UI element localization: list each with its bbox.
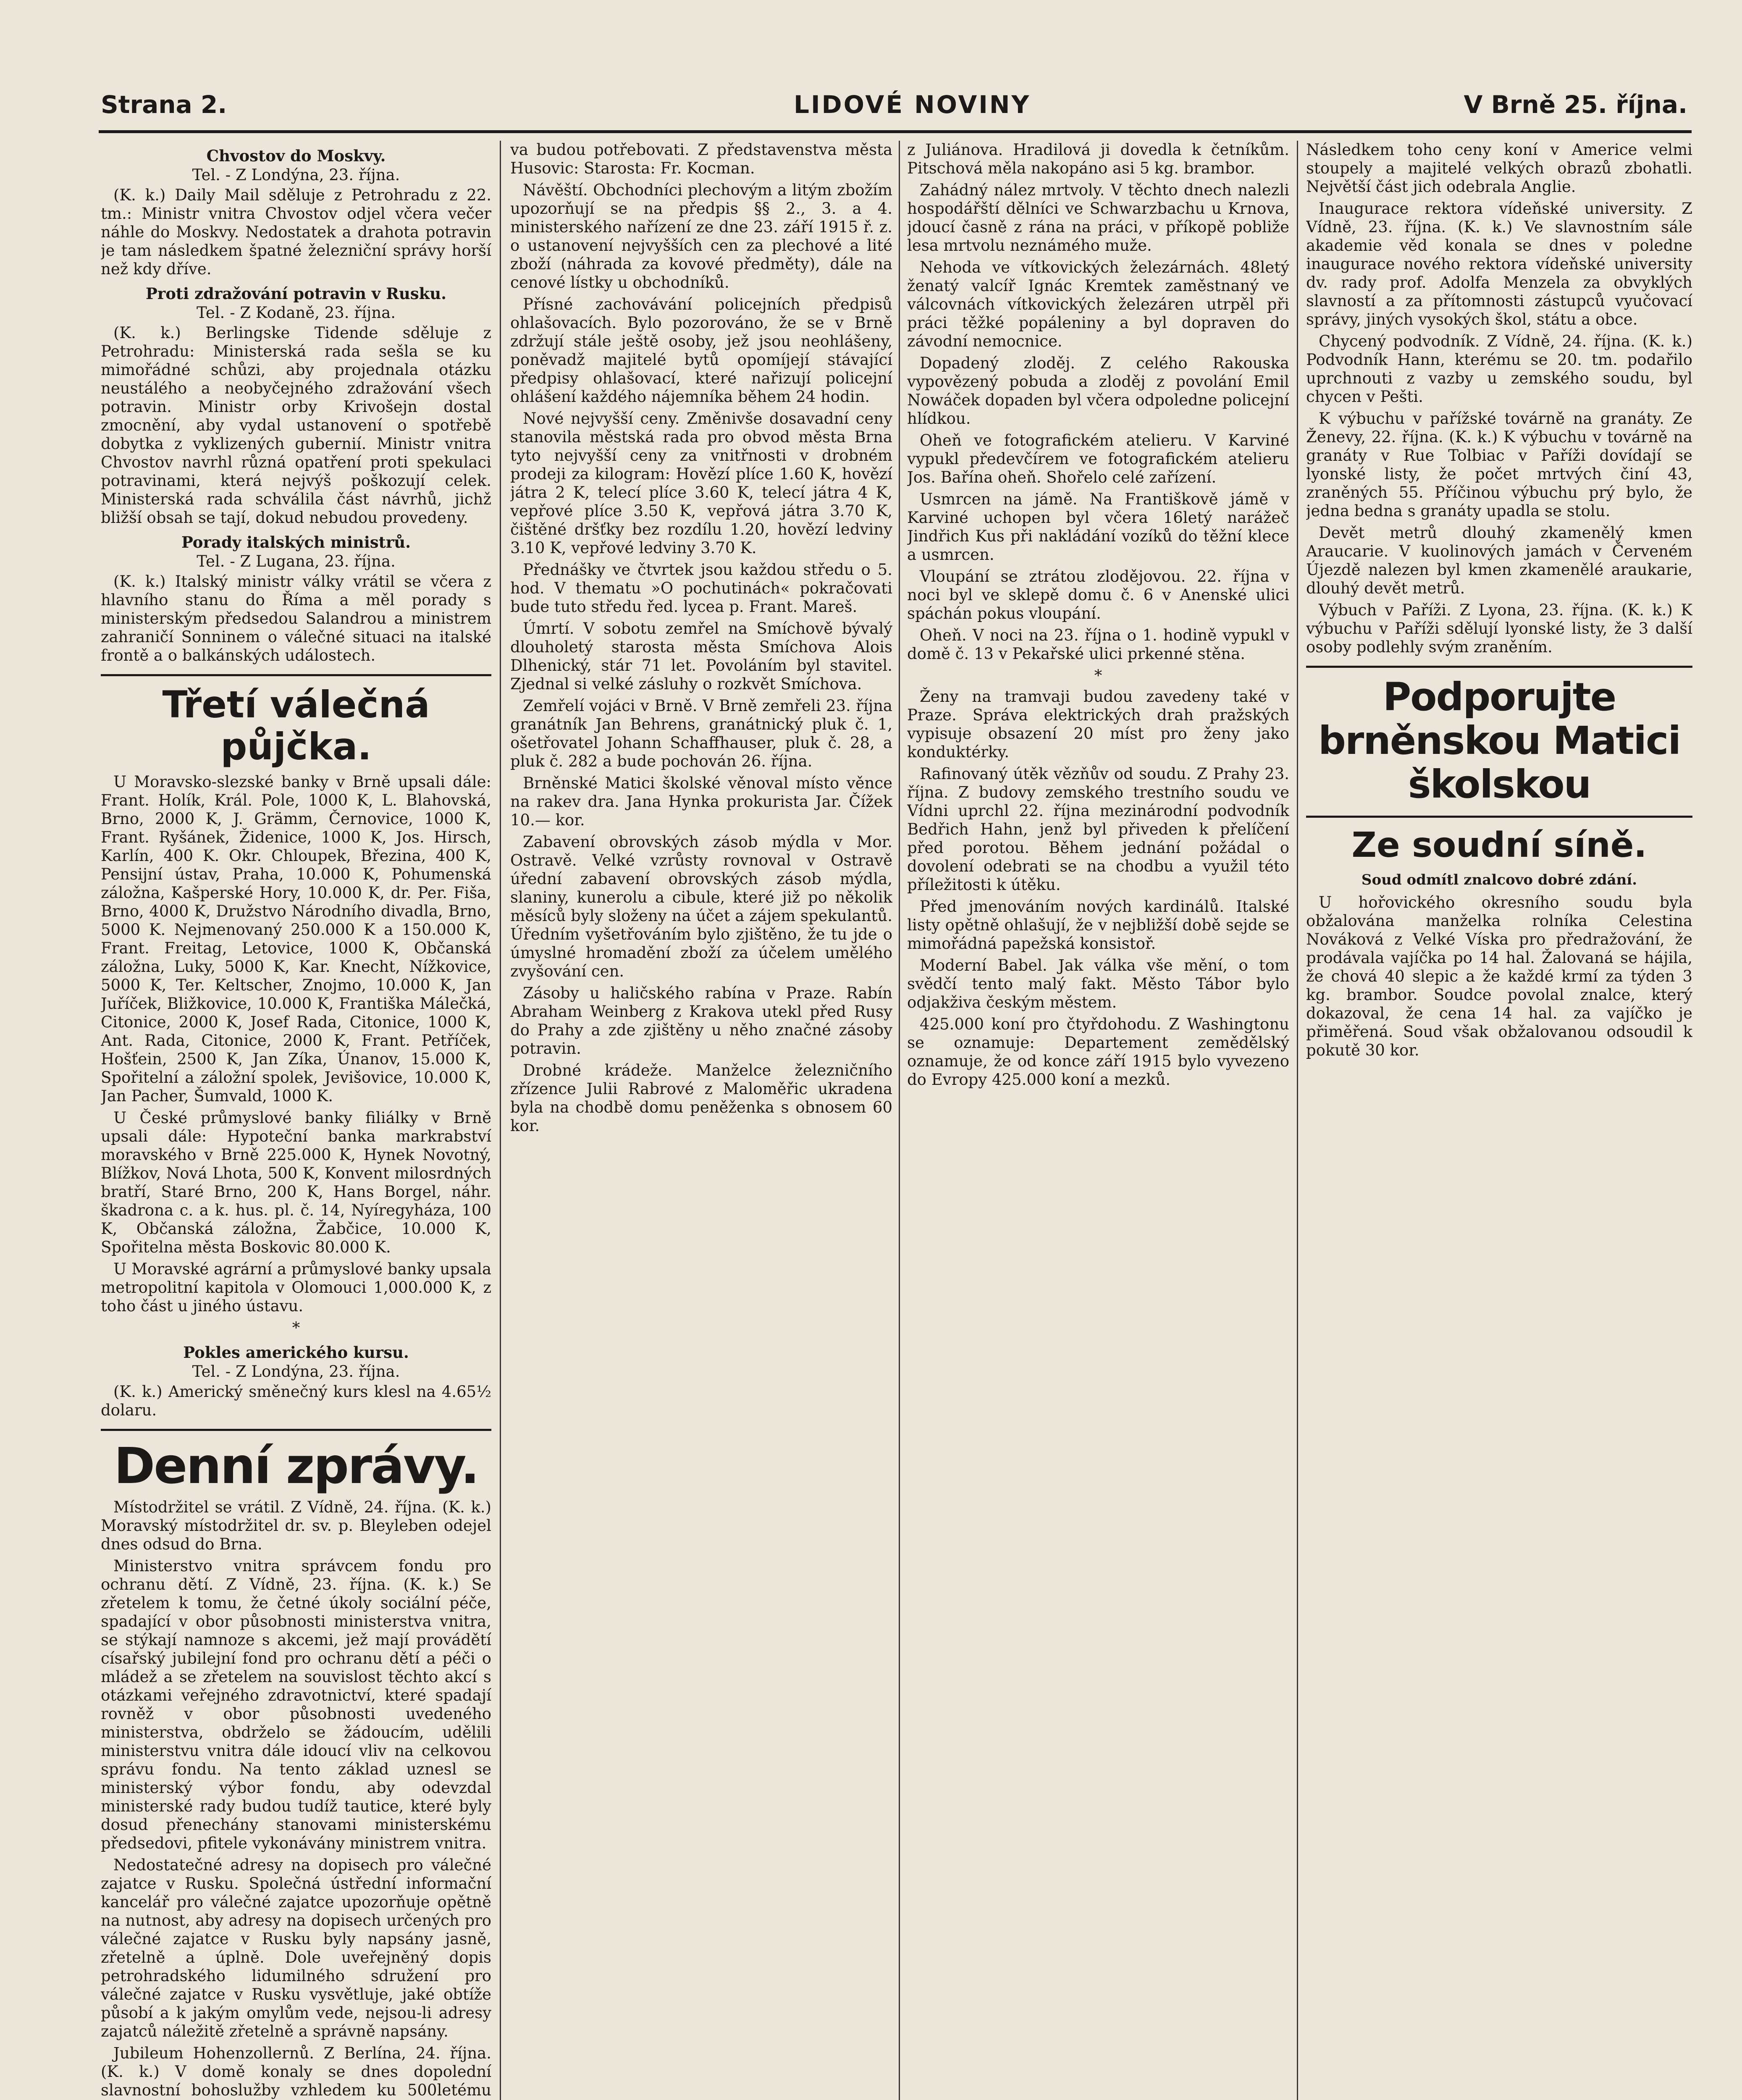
war-loan-text: U České průmyslové banky filiálky v Brně upsali dále: Hypoteční banka markrabství moravského v Brně 225.000 K, Hynek Novotný, Blížkov, Nová Lhota, 500 K, Konvent milosrdných bratří, Staré Brno, 200 K, Hans Borgel, náhr. škadrona c. a k. hus. pl. č. 14, Nyíregyháza, 100 K, Občanská záložna, Žabčice, 10.000 K, Spořitelna města Boskovic 80.000 K. <box>101 1109 491 1256</box>
column-divider <box>1297 141 1298 2100</box>
column-4 <box>1306 141 1692 2100</box>
news-item: Zahádný nález mrtvoly. V těchto dnech nalezli hospodářští dělníci ve Schwarzbachu u Krnova, jdoucí časně z rána na práci, v příkopě pobliže lesa mrtvolu neznámého muže. <box>907 181 1289 255</box>
news-item: Vloupání se ztrátou zlodějovou. 22. října v noci byl ve sklepě domu č. 6 v Anenské ulici spáchán pokus vloupání. <box>907 567 1289 622</box>
article-text: (K. k.) Berlingske Tidende sděluje z Petrohradu: Ministerská rada sešla se ku mimořádné schůzi, aby projednala otázku neustálého a neobyčejného zdražování všech potravin. Ministr orby Krivošejn dostal zmocnění, aby vydal ustanovení o spotřebě dobytka z vyklizených gubernií. Ministr vnitra Chvostov navrhl různá opatření proti spekulaci potravinami, která nejvýš poškozují celek. Ministerská rada schválila část návrhů, jichž bližší obsah se tají, dokud nebudou provedeny. <box>101 324 491 527</box>
news-item: Oheň ve fotografickém atelieru. V Karviné vypukl předevčírem ve fotografickém atelieru Jos. Bařína oheň. Shořelo celé zařízení. <box>907 431 1289 486</box>
news-item: Oheň. V noci na 23. října o 1. hodině vypukl v domě č. 13 v Pekařské ulici prkenné stěna. <box>907 626 1289 663</box>
column-divider <box>899 141 900 2100</box>
news-item: 425.000 koní pro čtyřdohodu. Z Washingtonu se oznamuje: Departement zemědělský oznamuje, že od konce září 1915 bylo vyvezeno do Evropy 425.000 koní a mezků. <box>907 1015 1289 1089</box>
dateline: Tel. - Z Londýna, 23. října. <box>192 166 400 184</box>
news-item: Zásoby u haličského rabína v Praze. Rabín Abraham Weinberg z Krakova utekl před Rusy do Prahy a zde zjištěny u něho značné zásoby potravin. <box>510 984 892 1058</box>
news-item: Místodržitel se vrátil. Z Vídně, 24. října. (K. k.) Moravský místodržitel dr. sv. p. Bleyleben odejel dnes odsud do Brna. <box>101 1498 491 1553</box>
news-item: z Juliánova. Hradilová ji dovedla k četníkům. Pitschová měla nakopáno asi 5 kg. brambor. <box>907 141 1289 177</box>
news-item: Jubileum Hohenzollernů. Z Berlína, 24. října. (K. k.) V domě konaly se dnes dopolední slavnostní bohoslužby vzhledem ku 500letému <box>101 2044 491 2099</box>
news-item: Zemřelí vojáci v Brně. V Brně zemřeli 23. října granátník Jan Behrens, granátnický pluk č. 1, ošetřovatel Johann Schaffhauser, pluk č. 28, a pluk č. 282 a bude pochován 26. října. <box>510 697 892 770</box>
news-item: Drobné krádeže. Manželce železničního zřízence Julii Rabrové z Maloměřic ukradena byla na chodbě domu peněženka s obnosem 60 kor. <box>510 1061 892 1135</box>
daily-news-heading: Denní zprávy. <box>114 1437 478 1495</box>
news-item: Inaugurace rektora vídeňské university. Z Vídně, 23. října. (K. k.) Ve slavnostním sále akademie věd konala se dnes v poledne inaugurace nového rektora vídeňské university dv. rady prof. Adolfa Menzela za obvyklých slavností a za přítomnosti zástupců vyučovací správy, jiných vysokých škol, státu a obce. <box>1306 200 1692 328</box>
dateline: Tel. - Z Lugana, 23. října. <box>197 552 396 570</box>
war-loan-heading: Třetí válečná půjčka. <box>162 683 430 768</box>
article-headline: Chvostov do Moskvy. <box>206 147 386 165</box>
news-item: Úmrtí. V sobotu zemřel na Smíchově bývalý dlouholetý starosta města Smíchova Alois Dlhenický, stár 71 let. Povoláním byl stavitel. Zjednal si velké zásluhy o rozkvět Smíchova. <box>510 620 892 693</box>
header-rule <box>99 130 1692 133</box>
article-headline: Pokles amerického kursu. <box>183 1343 409 1362</box>
news-item: Devět metrů dlouhý zkamenělý kmen Araucarie. V kuolinových jamách v Červeném Újezdě nalezen byl kmen zkamenělé araukarie, dlouhý devět metrů. <box>1306 524 1692 597</box>
dateline: Tel. - Z Londýna, 23. října. <box>192 1362 400 1381</box>
section-rule <box>1306 816 1692 818</box>
page-number: Strana 2. <box>101 90 227 119</box>
separator-star: * <box>292 1319 300 1337</box>
news-item: Nehoda ve vítkovických železárnách. 48letý ženatý valcíř Ignác Kremtek zaměstnaný ve válcovnách vítkovických železáren utrpěl při práci těžké popáleniny a byl dopraven do závodní nemocnice. <box>907 258 1289 350</box>
news-item: Nové nejvyšší ceny. Změnivše dosavadní ceny stanovila městská rada pro obvod města Brna tyto nejvyšší ceny za vnitřnosti v drobném prodeji za kilogram: Hovězí plíce 1.60 K, hovězí játra 2 K, telecí plíce 3.60 K, telecí játra 4 K, vepřové plíce 3.50 K, vepřová játra 3.70 K, čištěné dršťky bez rozdílu 1.20, hovězí ledviny 3.10 K, vepřové ledviny 3.70 K. <box>510 410 892 557</box>
news-item: va budou potřebovati. Z představenstva města Husovic: Starosta: Fr. Kocman. <box>510 141 892 177</box>
news-item: Návěští. Obchodníci plechovým a litým zbožím upozorňují se na předpis §§ 2., 3. a 4. ministerského nařízení ze dne 23. září 1915 ř. z. o ustanovení nejvyšších cen za plechové a lité zboží (náhrada za kovové předměty), dále na cenové lístky u obchodníků. <box>510 181 892 291</box>
issue-date: V Brně 25. října. <box>1464 90 1687 119</box>
news-item: Výbuch v Paříži. Z Lyona, 23. října. (K. k.) K výbuchu v Paříži sdělují lyonské listy, že 3 další osoby podlehly svým zraněním. <box>1306 601 1692 656</box>
news-item: Brněnské Matici školské věnoval místo věnce na rakev dra. Jana Hynka prokurista Jar. Čížek 10.— kor. <box>510 774 892 829</box>
column-2 <box>510 141 892 2100</box>
section-rule <box>1306 666 1692 668</box>
article-text: (K. k.) Americký směnečný kurs klesl na 4.65½ dolaru. <box>101 1383 491 1419</box>
court-text: U hořovického okresního soudu byla obžalována manželka rolníka Celestina Nováková z Velké Víska pro předražování, že prodávala vajíčka po 14 hal. Žalovaná se hájila, že chová 40 slepic a že každé krmí za týden 3 kg. brambor. Soudce povolal znalce, který dokazoval, že cena 14 hal. za vajíčko je přiměřená. Soud však obžalovanou odsoudil k pokutě 30 kor. <box>1306 893 1692 1059</box>
news-item: Nedostatečné adresy na dopisech pro válečné zajatce v Rusku. Společná ústřední informační kancelář pro válečné zajatce upozorňuje opětně na nutnost, aby adresy na dopisech určených pro válečné zajatce v Rusku byly napsány jasně, zřetelně a úplně. Dole uveřejněný dopis petrohradského lidumilného sdružení pro válečné zajatce v Rusku vysvětluje, jaké obtíže působí a k jakým omylům vede, nejsou-li adresy zajatců náležitě zřetelně a správně napsány. <box>101 1856 491 2040</box>
news-item: Přísné zachovávání policejních předpisů ohlašovacích. Bylo pozorováno, že se v Brně zdržují stále ještě osoby, jež jsou neohlášeny, poněvadž majitelé bytů opomíjejí stávající předpisy ohlašovací, které nařizují policejní ohlášení každého nájemníka během 24 hodin. <box>510 295 892 406</box>
news-item: Chycený podvodník. Z Vídně, 24. října. (K. k.) Podvodník Hann, kterému se 20. tm. podařilo uprchnouti z vazby u zemského soudu, byl chycen v Pešti. <box>1306 332 1692 406</box>
news-item: Před jmenováním nových kardinálů. Italské listy opětně ohlašují, že v nejbližší době sejde se mimořádná papežská konsistoř. <box>907 898 1289 953</box>
news-item: Zabavení obrovských zásob mýdla v Mor. Ostravě. Velké vzrůsty rovnoval v Ostravě úřední zabavení obrovských zásob mýdla, slaniny, kunerolu a cibule, které již po několik měsíců byly složeny na účet a zájem spekulantů. Úředním vyšetřováním bylo zjištěno, že tu jde o úmyslné hromadění zboží za účelem umělého zvyšování cen. <box>510 833 892 980</box>
article-text: (K. k.) Daily Mail sděluje z Petrohradu z 22. tm.: Ministr vnitra Chvostov odjel včera večer náhle do Moskvy. Nedostatek a drahota potravin je tam následkem špatné železniční správy horší než kdy dříve. <box>101 186 491 278</box>
column-1 <box>101 141 491 2100</box>
court-heading: Ze soudní síně. <box>1351 825 1647 865</box>
page-header <box>101 90 1687 128</box>
war-loan-text: U Moravsko-slezské banky v Brně upsali dále: Frant. Holík, Král. Pole, 1000 K, L. Blahovská, Brno, 2000 K, J. Grämm, Černovice, 1000 K, Frant. Ryšánek, Židenice, 1000 K, Jos. Hirsch, Karlín, 400 K. Okr. Chloupek, Březina, 400 K, Pensijní ústav, Praha, 10.000 K, Pohumenská záložna, Kašperské Hory, 10.000 K, dr. Per. Fiša, Brno, 4000 K, Družstvo Národního divadla, Brno, 5000 K. Nejmenovaný 250.000 K a 150.000 K, Frant. Freitag, Letovice, 1000 K, Občanská záložna, Luky, 5000 K, Kar. Knecht, Nížkovice, 5000 K, Ter. Keltscher, Znojmo, 10.000 K, Jan Juříček, Bližkovice, 10.000 K, Františka Málečká, Citonice, 2000 K, Josef Rada, Citonice, 1000 K, Ant. Rada, Citonice, 2000 K, Frant. Petříček, Hošťein, 2500 K, Jan Zíka, Únanov, 15.000 K, Spořitelní a záložní spolek, Jevišovice, 10.000 K, Jan Pacher, Šumvald, 1000 K. <box>101 773 491 1105</box>
section-rule <box>101 1429 491 1431</box>
column-divider <box>500 141 501 2100</box>
news-item: Usmrcen na jámě. Na Františkově jámě v Karviné uchopen byl včera 16letý narážeč Jindřich Kus při nakládání vozíků do těžní klece a usmrcen. <box>907 490 1289 564</box>
column-3 <box>907 141 1289 2100</box>
dateline: Tel. - Z Kodaně, 23. října. <box>197 304 396 322</box>
masthead-title: LIDOVÉ NOVINY <box>794 90 1031 119</box>
news-item: Ministerstvo vnitra správcem fondu pro ochranu dětí. Z Vídně, 23. října. (K. k.) Se zřetelem k tomu, že četné úkoly sociální péče, spadající v obor působnosti ministerstva vnitra, se stýkají namnoze s akcemi, jež mají provádětí císařský jubilejní fond pro ochranu dětí a péči o mládež a se zřetelem na souvislost těchto akcí s otázkami veřejného zdravotnictví, které spadají rovněž v obor působnosti uvedeného ministerstva, obdrželo se žádoucím, udělili ministerstvu vnitra dále idoucí vliv na celkovou správu fondu. Na tento základ uznesl se ministerský výbor fondu, aby odevzdal ministerské rady budou tudíž tautice, které byly dosud přenechány stanovami ministerskému předsedovi, pfitele vykonávány ministrem vnitra. <box>101 1557 491 1852</box>
news-item: Ženy na tramvaji budou zavedeny také v Praze. Správa elektrických drah pražských vypisuje obsazení 20 míst pro ženy jako konduktérky. <box>907 688 1289 761</box>
court-subheading: Soud odmítl znalcovo dobré zdání. <box>1361 872 1637 888</box>
section-rule <box>101 674 491 676</box>
news-item: K výbuchu v pařížské továrně na granáty. Ze Ženevy, 22. října. (K. k.) K výbuchu v továrně na granáty v Rue Tolbiac v Paříži dovídají se lyonské listy, že počet mrtvých činí 43, zraněných 55. Příčinou výbuchu prý bylo, že jedna bedna s granáty upadla se stolu. <box>1306 410 1692 520</box>
matice-appeal: Podporujte brněnskou Matici školskou <box>1318 675 1681 807</box>
article-text: (K. k.) Italský ministr války vrátil se včera z hlavního stanu do Říma a měl porady s ministerským předsedou Salandrou a ministrem zahraničí Sonninem o válečné situaci na italské frontě a o balkánských událostech. <box>101 572 491 664</box>
news-item: Přednášky ve čtvrtek jsou každou středu o 5. hod. V thematu »O pochutinách« pokračovati bude tuto středu řed. lycea p. Frant. Mareš. <box>510 561 892 616</box>
war-loan-text: U Moravské agrární a průmyslové banky upsala metropolitní kapitola v Olomouci 1,000.000 K, z toho část u jiného ústavu. <box>101 1260 491 1315</box>
article-headline: Porady italských ministrů. <box>181 533 411 551</box>
separator-star: * <box>1094 667 1102 685</box>
news-item: Následkem toho ceny koní v Americe velmi stoupely a majitelé velkých obrazů zbohatli. Největší část jich odebrala Anglie. <box>1306 141 1692 196</box>
news-item: Moderní Babel. Jak válka vše mění, o tom svědčí tento malý fakt. Město Tábor bylo odjakživa českým městem. <box>907 956 1289 1011</box>
news-item: Rafinovaný útěk vězňův od soudu. Z Prahy 23. října. Z budovy zemského trestního soudu ve Vídni uprchl 22. října mezinárodní podvodník Bedřich Hahn, jenž byl přiveden k přelíčení před porotou. Během jednání požádal o dovolení odebrati se na chodbu a využil této příležitosti k útěku. <box>907 765 1289 894</box>
news-item: Dopadený zloděj. Z celého Rakouska vypovězený pobuda a zloděj z povolání Emil Nowáček dopaden byl včera odpoledne policejní hlídkou. <box>907 354 1289 428</box>
article-headline: Proti zdražování potravin v Rusku. <box>145 284 447 303</box>
